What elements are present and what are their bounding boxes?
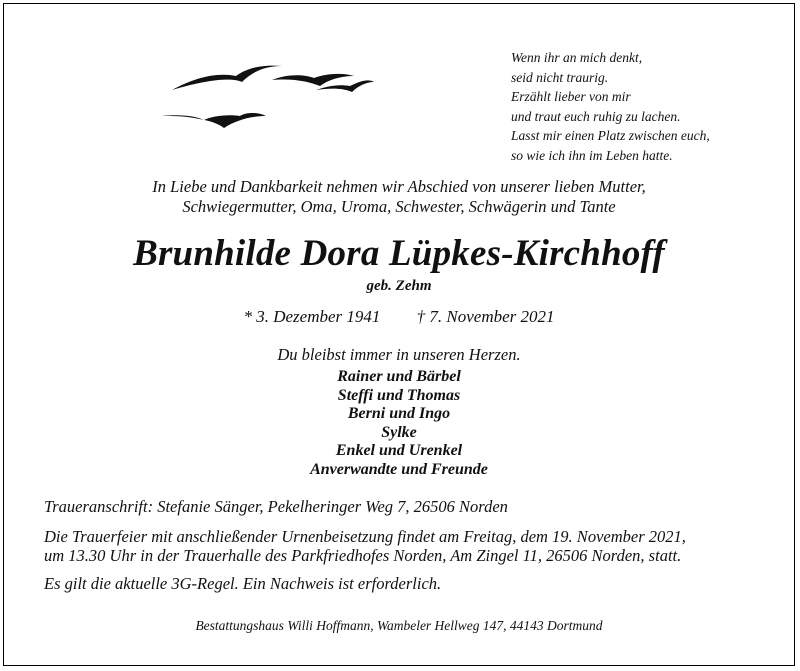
mourner: Rainer und Bärbel: [337, 368, 461, 385]
mourning-address: Traueranschrift: Stefanie Sänger, Pekelheringer Weg 7, 26506 Norden: [44, 497, 508, 516]
mourner: Steffi und Thomas: [337, 386, 461, 404]
mourners-list: [4, 368, 794, 479]
mourner: Anverwandte und Freunde: [310, 460, 488, 478]
birth-date: * 3. Dezember 1941: [243, 307, 381, 326]
mourner: Enkel und Urenkel: [335, 442, 463, 459]
poem-line: so wie ich ihn im Leben hatte.: [511, 147, 673, 163]
seagulls-illustration: [154, 56, 384, 136]
poem-line: Erzählt lieber von mir: [511, 89, 631, 105]
poem: [511, 48, 791, 166]
ceremony-info: [44, 528, 686, 565]
mourner: Sylke: [381, 423, 417, 441]
intro-text: [4, 177, 794, 217]
intro-line: In Liebe und Dankbarkeit nehmen wir Abschied von unserer lieben Mutter,: [152, 177, 646, 196]
birth-name: geb. Zehm: [366, 278, 432, 294]
motto: Du bleibst immer in unseren Herzen.: [277, 345, 521, 364]
ceremony-line: Die Trauerfeier mit anschließender Urnenbeisetzung findet am Freitag, dem 19. November 2021,: [44, 527, 686, 546]
poem-line: und traut euch ruhig zu lachen.: [511, 108, 681, 124]
mourner: Berni und Ingo: [347, 405, 451, 422]
deceased-name: Brunhilde Dora Lüpkes-Kirchhoff: [133, 233, 665, 274]
death-date: † 7. November 2021: [416, 307, 555, 326]
poem-line: seid nicht traurig.: [511, 69, 609, 85]
poem-line: Wenn ihr an mich denkt,: [511, 50, 643, 65]
life-dates: [4, 307, 794, 327]
covid-rule-note: Es gilt die aktuelle 3G-Regel. Ein Nachweis ist erforderlich.: [44, 574, 442, 593]
ceremony-line: um 13.30 Uhr in der Trauerhalle des Parkfriedhofes Norden, Am Zingel 11, 26506 Norden, statt.: [44, 545, 682, 565]
intro-line: Schwiegermutter, Oma, Uroma, Schwester, Schwägerin und Tante: [182, 197, 616, 216]
obituary-frame: [3, 3, 795, 666]
poem-line: Lasst mir einen Platz zwischen euch,: [511, 128, 710, 144]
undertaker-info: Bestattungshaus Willi Hoffmann, Wambeler Hellweg 147, 44143 Dortmund: [195, 618, 603, 633]
